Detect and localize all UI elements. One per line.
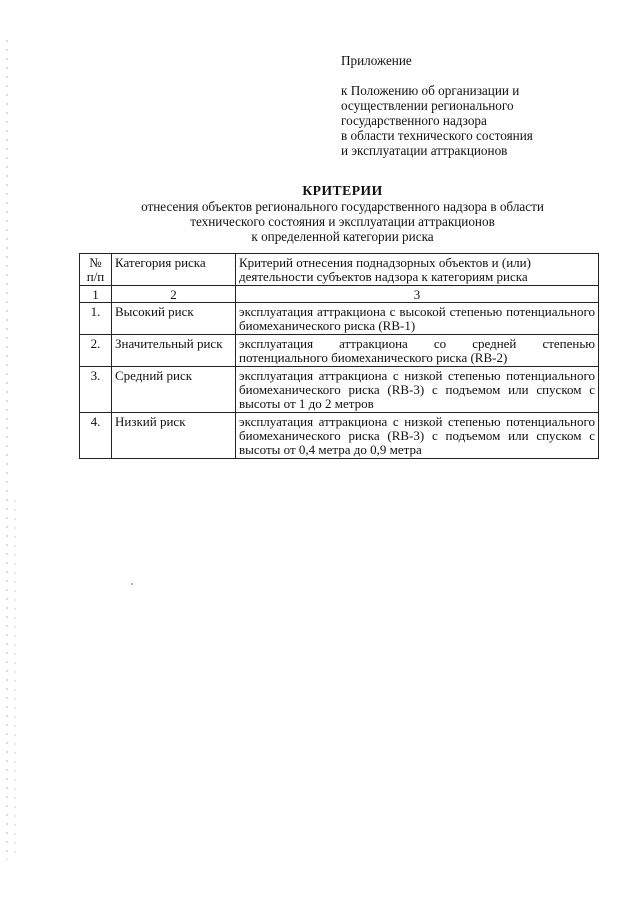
- column-number: 3: [236, 286, 599, 303]
- table-header-row: [80, 254, 599, 286]
- row-criterion: эксплуатация аттракциона с высокой степенью потенциального биомеханического риска (RB-1): [236, 303, 599, 335]
- document-title: КРИТЕРИИ: [302, 183, 383, 198]
- row-criterion: эксплуатация аттракциона со средней степенью потенциального биомеханического риска (RB-2): [236, 335, 599, 367]
- row-number: 4.: [80, 413, 112, 459]
- row-number: 1.: [80, 303, 112, 335]
- appendix-line: к Положению об организации и: [341, 83, 520, 98]
- scan-edge-artifact: [6, 40, 8, 860]
- header-category: Категория риска: [112, 254, 236, 286]
- row-category: Средний риск: [112, 367, 236, 413]
- appendix-block: [341, 53, 621, 158]
- appendix-heading: Приложение: [341, 53, 412, 68]
- header-number: № п/п: [80, 254, 112, 286]
- table-row: [80, 335, 599, 367]
- table-row: [80, 367, 599, 413]
- row-criterion: эксплуатация аттракциона с низкой степенью потенциального биомеханического риска (RB-3) с подъемом или спуском с высоты от 0,4 метра до 0,9 метра: [236, 413, 599, 459]
- row-category: Значительный риск: [112, 335, 236, 367]
- row-category: Высокий риск: [112, 303, 236, 335]
- column-number: 1: [80, 286, 112, 303]
- row-number: 3.: [80, 367, 112, 413]
- scan-edge-artifact: [14, 500, 16, 860]
- header-criterion: Критерий отнесения поднадзорных объектов и (или) деятельности субъектов надзора к категориям риска: [236, 254, 599, 286]
- document-subtitle-line: к определенной категории риска: [251, 229, 434, 244]
- document-subtitle-line: технического состояния и эксплуатации аттракционов: [190, 214, 495, 229]
- document-subtitle-line: отнесения объектов регионального государственного надзора в области: [141, 199, 544, 214]
- appendix-line: государственного надзора: [341, 113, 487, 128]
- table-row: [80, 413, 599, 459]
- appendix-line: осуществлении регионального: [341, 98, 514, 113]
- row-criterion: эксплуатация аттракциона с низкой степенью потенциального биомеханического риска (RB-3) с подъемом или спуском с высоты от 1 до 2 метров: [236, 367, 599, 413]
- document-title-block: [95, 183, 590, 244]
- row-category: Низкий риск: [112, 413, 236, 459]
- appendix-line: в области технического состояния: [341, 128, 533, 143]
- column-number: 2: [112, 286, 236, 303]
- row-number: 2.: [80, 335, 112, 367]
- table-column-number-row: [80, 286, 599, 303]
- risk-criteria-table: [79, 253, 599, 459]
- appendix-line: и эксплуатации аттракционов: [341, 143, 508, 158]
- table-row: [80, 303, 599, 335]
- scan-speck: [131, 583, 133, 585]
